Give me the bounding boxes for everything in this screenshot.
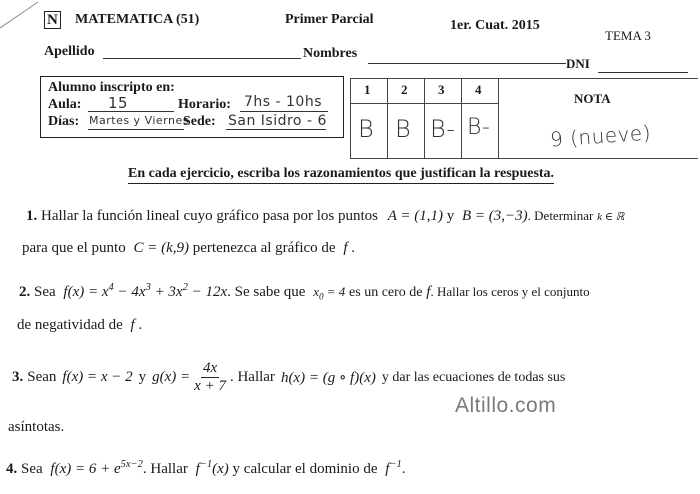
aula-line: [88, 111, 174, 112]
exercise-2-line-2: [17, 317, 142, 334]
point-c: C = (k,9): [133, 240, 189, 256]
x0-value: [313, 284, 346, 302]
nota-header: NOTA: [574, 91, 611, 106]
exercise-1-number: 1.: [26, 208, 38, 224]
grid-v1: [387, 78, 388, 158]
exercise-3-sean: Sean: [27, 369, 57, 385]
term-1-exp: 4: [108, 282, 114, 293]
exercise-4-sea: Sea: [21, 461, 43, 477]
exercise-1-and: y: [446, 208, 455, 224]
term-4: − 12x: [187, 284, 228, 300]
dias-line: [88, 129, 184, 130]
gx-label: g(x) =: [152, 369, 191, 385]
dni-label: DNI: [566, 56, 590, 71]
instructions: En cada ejercicio, escriba los razonamientos que justifican la respuesta.: [128, 165, 554, 184]
fx-label: f(x) =: [63, 284, 99, 300]
exercise-1-determine: . Determinar: [527, 208, 594, 223]
exam-period: 1er. Cuat. 2015: [450, 18, 540, 33]
exercise-4-line-1: [6, 461, 406, 478]
nombres-label: Nombres: [303, 46, 358, 61]
exercise-2-text-2: es un cero de: [349, 285, 423, 300]
exercise-2-end: .: [138, 317, 143, 333]
grid-top: [350, 78, 698, 79]
x0-sub: 0: [318, 291, 324, 302]
gx-denominator: x + 7: [194, 378, 226, 394]
nombres-line: [368, 63, 566, 64]
dias-label: Días:: [48, 114, 80, 129]
corner-line: [0, 0, 40, 30]
finverse-x: [196, 461, 229, 477]
exam-title: Primer Parcial: [285, 12, 374, 27]
sede-value: San Isidro - 6: [228, 113, 327, 129]
function-f: f: [426, 284, 431, 300]
finv-exp: −1: [199, 459, 213, 470]
exercise-3-line-1: [12, 360, 565, 395]
k-in-r: k ∈ ℝ: [597, 211, 625, 223]
point-b: B = (3,−3): [462, 208, 528, 224]
hx-formula: h(x) = (g ∘ f)(x): [280, 370, 376, 386]
point-a: A = (1,1): [387, 208, 443, 224]
grade-header-2: 2: [401, 82, 408, 97]
horario-line: [240, 111, 328, 112]
exercise-3-text-2: y dar las ecuaciones de todas sus: [381, 369, 566, 385]
exercise-2-number: 2.: [19, 284, 31, 300]
gx-numerator: 4x: [202, 360, 218, 376]
subject-title: MATEMATICA (51): [75, 12, 200, 27]
grid-v3: [461, 78, 462, 158]
watermark: Altillo.com: [455, 394, 557, 417]
term-3-exp: 2: [182, 282, 188, 293]
exercise-1-text-3: pertenezca al gráfico de: [192, 240, 336, 256]
exercise-4-text: . Hallar: [142, 461, 188, 477]
apellido-line: [103, 58, 301, 59]
dias-value: Martes y Viernes: [89, 114, 189, 127]
exercise-1-line-1: [26, 208, 624, 225]
grade-header-1: 1: [364, 82, 371, 97]
nota-value: 9 (nueve): [549, 120, 652, 152]
grade-value-1: B: [358, 115, 375, 143]
grade-value-4: B-: [467, 115, 491, 140]
x0-base: x: [313, 284, 319, 299]
function-f: f: [130, 317, 135, 333]
exercise-3-line-2: asíntotas.: [8, 419, 65, 435]
exercise-1-text-2: para que el punto: [22, 240, 126, 256]
exercise-2-text-4: de negatividad de: [17, 317, 123, 333]
exercise-4-formula: [50, 461, 142, 477]
exercise-4-text-2: y calcular el dominio de: [232, 461, 378, 477]
term-2-exp: 3: [145, 282, 151, 293]
exercise-2-formula: [63, 284, 227, 300]
horario-label: Horario:: [178, 97, 231, 112]
finv-arg: (x): [212, 461, 229, 477]
term-3: + 3x: [150, 284, 183, 300]
term-2: − 4x: [113, 284, 146, 300]
grid-v4: [498, 78, 499, 158]
function-f: f: [343, 240, 348, 256]
term-1: x: [101, 284, 109, 300]
grade-value-2: B: [395, 115, 412, 143]
exercise-2-text: . Se sabe que: [227, 284, 306, 300]
exercise-4-end: .: [401, 461, 406, 477]
sede-label: Sede:: [183, 114, 216, 129]
grid-v0: [350, 78, 351, 158]
exercise-2-sea: Sea: [34, 284, 56, 300]
grid-bottom: [350, 158, 698, 159]
finv2-exp: −1: [389, 459, 402, 470]
x0-rest: = 4: [323, 284, 346, 299]
exponent: 5x−2: [120, 459, 143, 470]
n-mark: N: [44, 11, 61, 29]
fx-formula: f(x) = x − 2: [62, 369, 133, 385]
enrollment-title: Alumno inscripto en:: [48, 80, 175, 95]
finv2-base: f: [385, 461, 390, 477]
aula-label: Aula:: [48, 97, 82, 112]
exercise-1-text: Hallar la función lineal cuyo gráfico pasa por los puntos: [41, 208, 378, 224]
finv-base: f: [195, 461, 200, 477]
exercise-3-text: . Hallar: [229, 369, 275, 385]
exercise-1-end: .: [351, 240, 355, 256]
exercise-3-number: 3.: [12, 369, 24, 385]
dni-line: [598, 72, 688, 73]
horario-value: 7hs - 10hs: [244, 94, 323, 110]
aula-value: 15: [108, 94, 129, 112]
exercise-2-text-3: . Hallar los ceros y el conjunto: [430, 284, 590, 299]
grade-value-3: B-: [430, 115, 456, 143]
grade-header-3: 3: [438, 82, 445, 97]
tema-label: TEMA 3: [605, 28, 651, 43]
apellido-label: Apellido: [44, 44, 95, 59]
fx-label: f(x) = 6 + e: [50, 461, 121, 477]
grade-header-4: 4: [475, 82, 482, 97]
exercise-2-line-1: [19, 284, 590, 301]
exercise-4-number: 4.: [6, 461, 18, 477]
gx-fraction: [192, 360, 228, 395]
sede-line: [226, 129, 326, 130]
grid-v2: [424, 78, 425, 158]
exercise-3-and: y: [138, 369, 147, 385]
finverse: [385, 461, 402, 477]
exercise-1-line-2: [22, 240, 355, 257]
